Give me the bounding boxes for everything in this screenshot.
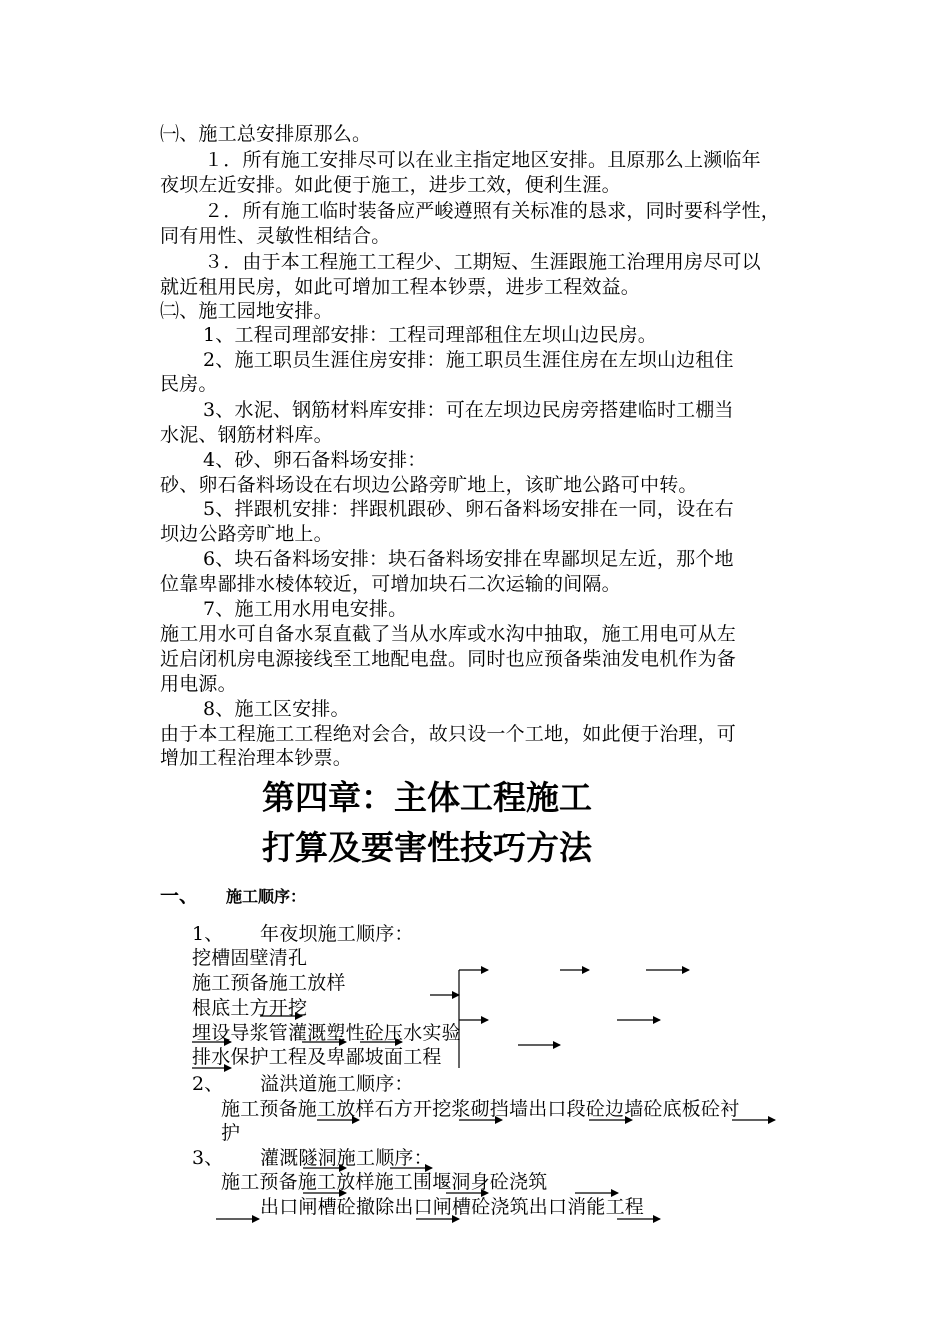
section-b-line: 2、施工职员生涯住房安排：施工职员生涯住房在左坝山边租住: [203, 349, 734, 371]
section-a-item-2-line2: 同有用性、灵敏性相结合。: [160, 225, 391, 247]
tunnel-sequence-number: 3、: [192, 1147, 224, 1169]
section-b-line: 3、水泥、钢筋材料库安排：可在左坝边民房旁搭建临时工棚当: [203, 399, 734, 421]
section-b-line: 水泥、钢筋材料库。: [160, 424, 333, 446]
dam-sequence-number: 1、: [192, 923, 224, 945]
section-one-number: 一、: [160, 885, 199, 907]
section-b-line: 增加工程治理本钞票。: [160, 747, 353, 769]
section-a-item-2-line1: ２．所有施工临时装备应严峻遵照有关标准的恳求，同时要科学性，: [204, 200, 781, 222]
section-b-line: 砂、卵石备料场设在右坝边公路旁旷地上，该旷地公路可中转。: [160, 474, 698, 496]
dam-step: 挖槽固壁清孔: [192, 947, 308, 969]
chapter-title-line2: 打算及要害性技巧方法: [262, 828, 592, 867]
tunnel-sequence-heading: [192, 1146, 433, 1171]
spillway-sequence-number: 2、: [192, 1073, 224, 1095]
section-b-line: 8、施工区安排。: [203, 698, 350, 720]
spillway-sequence-title: 溢洪道施工顺序：: [260, 1073, 414, 1095]
section-b-line: 1、工程司理部安排：工程司理部租住左坝山边民房。: [203, 324, 657, 346]
tunnel-sequence-line1: 施工预备施工放样施工围堰洞身砼浇筑: [221, 1171, 548, 1193]
dam-step: 排水保护工程及卑鄙坡面工程: [192, 1046, 442, 1068]
dam-step: 埋设导浆管灌溉塑性砼压水实验: [192, 1022, 461, 1044]
dam-sequence-title: 年夜坝施工顺序：: [260, 923, 414, 945]
section-b-line: 由于本工程施工工程绝对会合，故只设一个工地，如此便于治理，可: [160, 723, 737, 745]
section-a-item-1-line1: １．所有施工安排尽可以在业主指定地区安排。且原那么上濒临年: [204, 149, 761, 171]
section-b-line: 施工用水可自备水泵直截了当从水库或水沟中抽取，施工用电可从左: [160, 623, 737, 645]
dam-sequence-heading: [192, 922, 414, 947]
section-one-heading: [160, 885, 306, 908]
spillway-sequence-line1: 施工预备施工放样石方开挖浆砌挡墙出口段砼边墙砼底板砼衬: [221, 1098, 740, 1120]
section-b-heading: ㈡、施工园地安排。: [160, 300, 333, 322]
section-one-title: 施工顺序：: [226, 887, 307, 906]
section-a-item-3-line2: 就近租用民房，如此可增加工程本钞票，进步工程效益。: [160, 276, 641, 298]
tunnel-sequence-title: 灌溉隧洞施工顺序：: [260, 1147, 433, 1169]
section-a-heading: ㈠、施工总安排原那么。: [160, 123, 372, 145]
section-a-item-3-line1: ３．由于本工程施工工程少、工期短、生涯跟施工治理用房尽可以: [204, 251, 761, 273]
dam-step: 根底土方开挖: [192, 997, 308, 1019]
section-b-line: 近启闭机房电源接线至工地配电盘。同时也应预备柴油发电机作为备: [160, 648, 737, 670]
section-b-line: 4、砂、卵石备料场安排：: [203, 449, 427, 471]
tunnel-sequence-line2: 出口闸槽砼撤除出口闸槽砼浇筑出口消能工程: [260, 1196, 645, 1218]
dam-step: 施工预备施工放样: [192, 972, 346, 994]
section-b-line: 坝边公路旁旷地上。: [160, 523, 333, 545]
section-b-line: 用电源。: [160, 673, 237, 695]
section-b-line: 5、拌跟机安排：拌跟机跟砂、卵石备料场安排在一同，设在右: [203, 498, 734, 520]
spillway-sequence-heading: [192, 1072, 414, 1097]
chapter-title-line1: 第四章：主体工程施工: [262, 778, 592, 817]
section-a-item-1-line2: 夜坝左近安排。如此便于施工，进步工效，便利生涯。: [160, 174, 621, 196]
section-b-line: 7、施工用水用电安排。: [203, 598, 408, 620]
section-b-line: 民房。: [160, 373, 218, 395]
section-b-line: 位靠卑鄙排水棱体较近，可增加块石二次运输的间隔。: [160, 573, 621, 595]
spillway-sequence-line2: 护: [221, 1122, 241, 1144]
section-b-line: 6、块石备料场安排：块石备料场安排在卑鄙坝足左近，那个地: [203, 548, 734, 570]
